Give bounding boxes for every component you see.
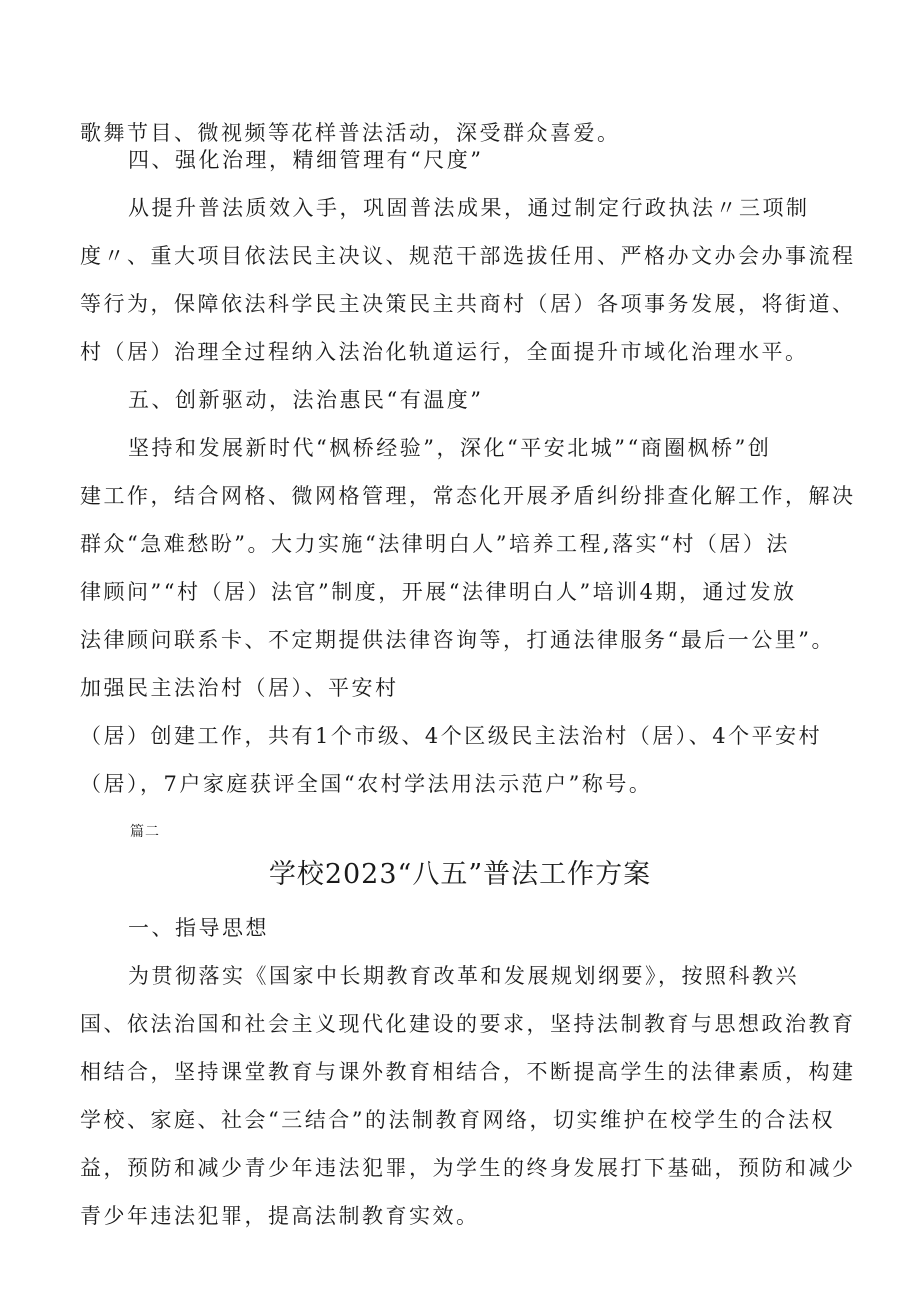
paragraph-line: 相结合，坚持课堂教育与课外教育相结合，不断提高学生的法律素质，构建	[80, 1060, 856, 1084]
paragraph-line: 学校、家庭、社会“三结合”的法制教育网络，切实维护在校学生的合法权	[80, 1108, 835, 1132]
paragraph-line: 国、依法治国和社会主义现代化建设的要求，坚持法制教育与思想政治教育	[80, 1012, 856, 1036]
document-title: 学校2023“八五”普法工作方案	[268, 859, 652, 890]
paragraph-line: 村（居）治理全过程纳入法治化轨道运行，全面提升市域化治理水平。	[80, 340, 809, 364]
section-heading: 一、指导思想	[128, 916, 269, 940]
paragraph-line: 加强民主法治村（居）、平安村	[80, 676, 399, 700]
paragraph-line: 等行为，保障依法科学民主决策民主共商村（居）各项事务发展，将街道、	[80, 292, 856, 316]
section-tag: 篇二	[130, 824, 160, 840]
section-heading: 四、强化治理，精细管理有“尺度”	[128, 148, 484, 172]
paragraph-line: 青少年违法犯罪，提高法制教育实效。	[80, 1204, 480, 1228]
paragraph-line: （居）创建工作，共有1个市级、4个区级民主法治村（居）、4个平安村	[80, 724, 823, 748]
paragraph-line: 坚持和发展新时代“枫桥经验”，深化“平安北城”“商圈枫桥”创	[128, 436, 772, 460]
paragraph-line: 建工作，结合网格、微网格管理，常态化开展矛盾纠纷排查化解工作，解决	[80, 484, 856, 508]
paragraph-line: 群众“急难愁盼”。大力实施“法律明白人”培养工程,落实“村（居）法	[80, 532, 790, 556]
paragraph-line: 益，预防和减少青少年违法犯罪，为学生的终身发展打下基础，预防和减少	[80, 1156, 856, 1180]
section-heading: 五、创新驱动，法治惠民“有温度”	[128, 388, 484, 412]
paragraph-line: 歌舞节目、微视频等花样普法活动，深受群众喜爱。	[80, 121, 621, 145]
paragraph-line: 为贯彻落实《国家中长期教育改革和发展规划纲要》，按照科教兴	[128, 964, 799, 988]
paragraph-line: （居），7户家庭获评全国“农村学法用法示范户”称号。	[80, 772, 653, 796]
paragraph-line: 法律顾问联系卡、不定期提供法律咨询等，打通法律服务“最后一公里”。	[80, 628, 835, 652]
paragraph-line: 度〃、重大项目依法民主决议、规范干部选拔任用、严格办文办会办事流程	[80, 244, 856, 268]
paragraph-line: 从提升普法质效入手，巩固普法成果，通过制定行政执法〃三项制	[128, 196, 810, 220]
paragraph-line: 律顾问”“村（居）法官”制度，开展“法律明白人”培训4期，通过发放	[80, 580, 797, 604]
